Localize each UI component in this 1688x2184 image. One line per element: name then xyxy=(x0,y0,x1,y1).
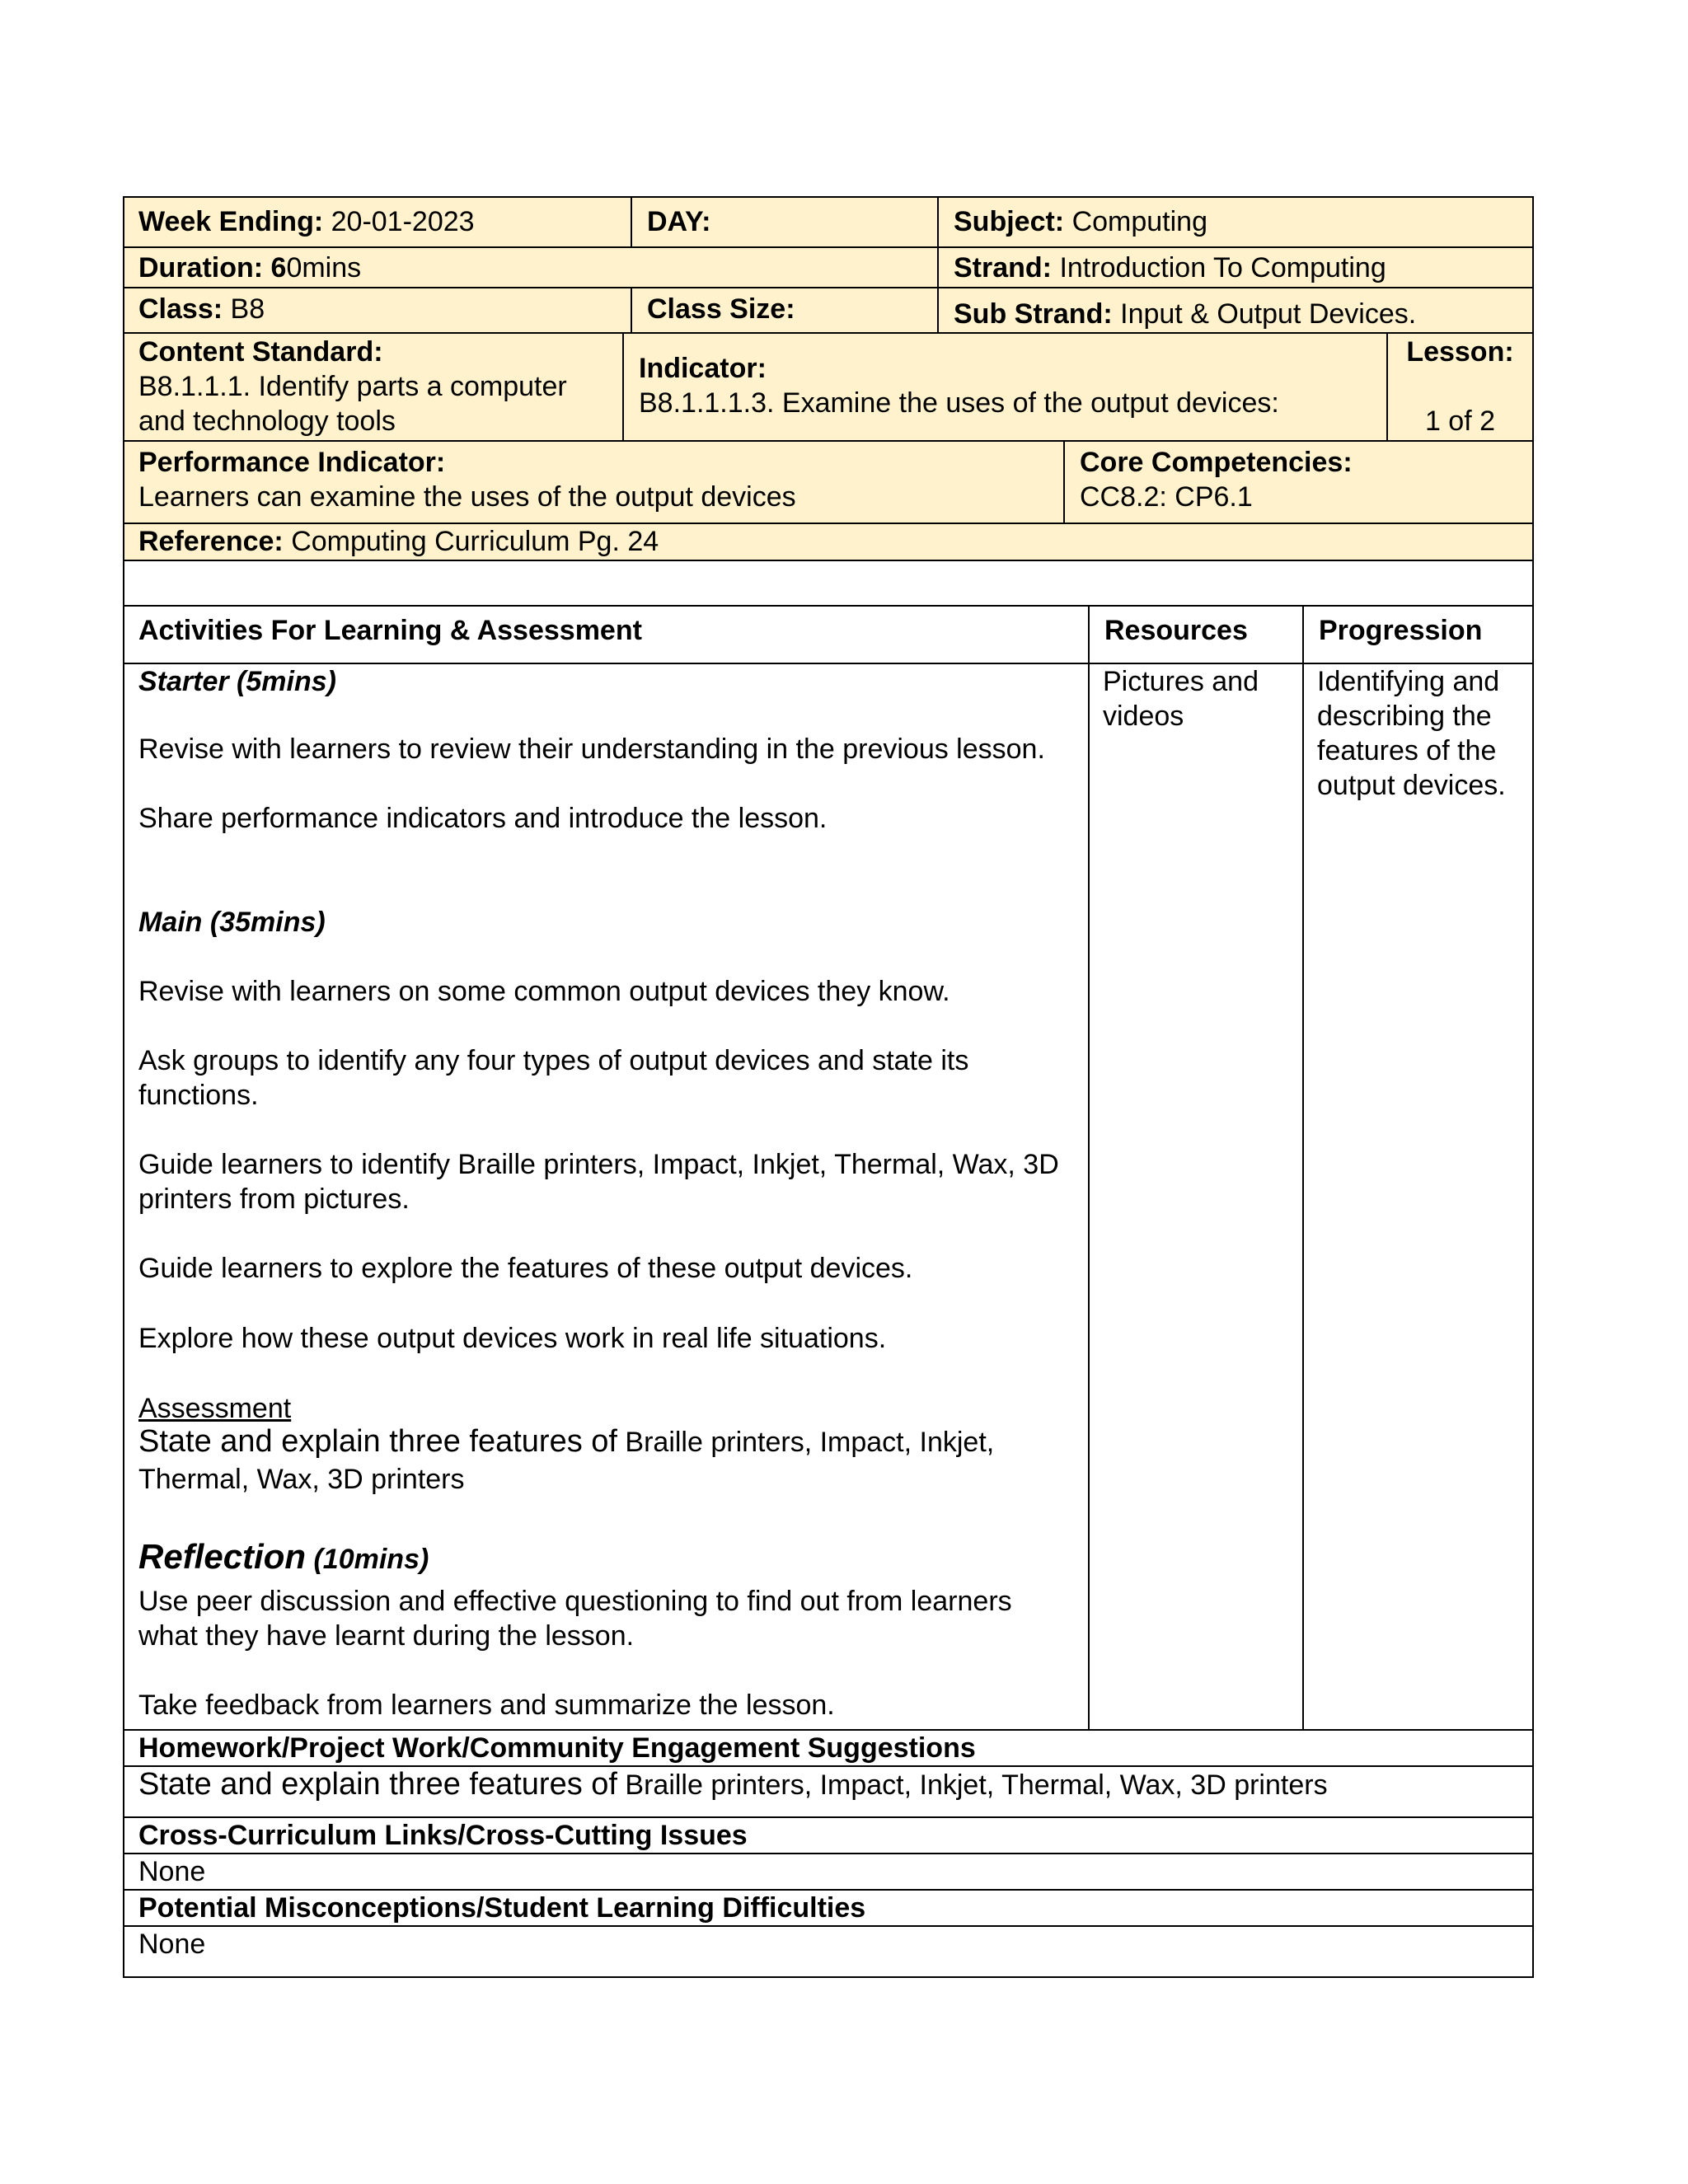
progression-line-4: output devices. xyxy=(1317,770,1506,801)
grid-line xyxy=(123,663,1534,664)
class-cell xyxy=(124,288,631,333)
progression-body xyxy=(1317,664,1531,1727)
day-cell xyxy=(632,198,937,247)
main-line-5: Explore how these output devices work in real life situations. xyxy=(138,1323,887,1354)
reflection-time: (10mins) xyxy=(313,1544,429,1575)
indicator-value: B8.1.1.1.3. Examine the uses of the output devices: xyxy=(639,387,1279,419)
week-ending-value: 20-01-2023 xyxy=(331,206,475,237)
starter-line-2: Share performance indicators and introduce the lesson. xyxy=(138,803,828,834)
core-competencies-label: Core Competencies: xyxy=(1080,447,1353,478)
lesson-value: 1 of 2 xyxy=(1424,405,1496,437)
performance-indicator-label: Performance Indicator: xyxy=(138,447,446,478)
assessment-line-1c: Thermal, Wax, 3D printers xyxy=(138,1464,465,1495)
grid-line xyxy=(1386,332,1388,441)
assessment-line-1 xyxy=(138,1424,994,1460)
duration-cell xyxy=(124,247,935,288)
grid-line xyxy=(123,287,1534,288)
progression-line-3: features of the xyxy=(1317,735,1497,766)
strand-value: Introduction To Computing xyxy=(1059,252,1386,284)
homework-value-a: State and explain three features of xyxy=(138,1767,617,1802)
main-line-2b: functions. xyxy=(138,1080,259,1111)
subject-label: Subject: xyxy=(954,206,1065,237)
resources-line-1: Pictures and xyxy=(1103,666,1259,697)
progression-column-label: Progression xyxy=(1319,615,1483,646)
cross-heading-cell xyxy=(124,1818,1533,1854)
grid-line xyxy=(123,1889,1534,1891)
misconceptions-heading-cell xyxy=(124,1891,1533,1927)
main-line-1: Revise with learners on some common output devices they know. xyxy=(138,976,950,1007)
subject-value: Computing xyxy=(1071,206,1207,237)
progression-line-1: Identifying and xyxy=(1317,666,1500,697)
grid-line xyxy=(1532,196,1534,1978)
grid-line xyxy=(631,287,632,333)
grid-line xyxy=(123,560,1534,561)
performance-indicator-cell xyxy=(124,442,1063,524)
grid-line xyxy=(123,196,124,1978)
grid-line xyxy=(937,196,939,333)
grid-line xyxy=(123,605,1534,607)
grid-line xyxy=(123,1765,1534,1767)
core-competencies-cell xyxy=(1065,442,1532,524)
indicator-cell xyxy=(624,333,1386,440)
assessment-heading: Assessment xyxy=(138,1393,292,1424)
assessment-line-1a: State and explain three features of xyxy=(138,1424,617,1459)
activities-body xyxy=(138,664,1086,1727)
grid-line xyxy=(1063,440,1065,523)
sub-strand-cell xyxy=(939,288,1532,333)
reflection-line-2: Take feedback from learners and summarize the lesson. xyxy=(138,1690,835,1721)
grid-line xyxy=(123,1976,1534,1978)
sub-strand-label: Sub Strand: xyxy=(954,298,1113,330)
grid-line xyxy=(123,1853,1534,1854)
grid-line xyxy=(123,196,1534,198)
day-label: DAY: xyxy=(647,206,711,237)
resources-column-header xyxy=(1090,607,1302,664)
grid-line xyxy=(123,440,1534,442)
grid-line xyxy=(123,1816,1534,1818)
grid-line xyxy=(1088,605,1090,1730)
main-line-4: Guide learners to explore the features of these output devices. xyxy=(138,1253,913,1284)
homework-value-cell xyxy=(124,1767,1533,1816)
grid-line xyxy=(1302,605,1304,1730)
strand-cell xyxy=(939,247,1532,288)
strand-label: Strand: xyxy=(954,252,1052,284)
activities-column-header xyxy=(124,607,1088,664)
duration-label: Duration: 6 xyxy=(138,252,287,284)
reflection-heading: Reflection xyxy=(138,1537,307,1576)
grid-line xyxy=(622,332,624,441)
core-competencies-value: CC8.2: CP6.1 xyxy=(1080,481,1253,513)
week-ending-cell xyxy=(124,198,631,247)
reference-label: Reference: xyxy=(138,526,284,557)
content-standard-line-1: B8.1.1.1. Identify parts a computer xyxy=(138,371,567,402)
activities-column-label: Activities For Learning & Assessment xyxy=(138,615,642,646)
cross-value: None xyxy=(138,1856,206,1887)
misconceptions-value-cell xyxy=(124,1927,1533,1976)
assessment-line-1b: Braille printers, Impact, Inkjet, xyxy=(625,1427,995,1458)
grid-line xyxy=(123,246,1534,248)
content-standard-line-2: and technology tools xyxy=(138,405,396,437)
grid-line xyxy=(123,1729,1534,1731)
duration-value: 0mins xyxy=(286,252,362,284)
misconceptions-heading: Potential Misconceptions/Student Learning Difficulties xyxy=(138,1892,866,1924)
content-standard-cell xyxy=(124,333,622,440)
class-size-label: Class Size: xyxy=(647,293,795,325)
homework-heading-cell xyxy=(124,1731,1533,1767)
reflection-line-1a: Use peer discussion and effective questioning to find out from learners xyxy=(138,1586,1012,1617)
starter-heading: Starter (5mins) xyxy=(138,666,336,697)
class-label: Class: xyxy=(138,293,223,325)
resources-column-label: Resources xyxy=(1104,615,1248,646)
class-value: B8 xyxy=(230,293,265,325)
reflection-heading-line xyxy=(138,1537,429,1577)
week-ending-label: Week Ending: xyxy=(138,206,324,237)
subject-cell xyxy=(939,198,1532,247)
reference-value: Computing Curriculum Pg. 24 xyxy=(291,526,659,557)
grid-line xyxy=(123,332,1534,334)
resources-body xyxy=(1103,664,1301,1727)
grid-line xyxy=(631,196,632,247)
main-line-2a: Ask groups to identify any four types of output devices and state its xyxy=(138,1045,969,1076)
sub-strand-value: Input & Output Devices. xyxy=(1120,298,1417,330)
class-size-cell xyxy=(632,288,937,333)
progression-line-2: describing the xyxy=(1317,701,1492,732)
cross-heading: Cross-Curriculum Links/Cross-Cutting Issues xyxy=(138,1820,748,1851)
grid-line xyxy=(123,1925,1534,1927)
main-heading: Main (35mins) xyxy=(138,907,326,938)
homework-value-b: Braille printers, Impact, Inkjet, Thermal, Wax, 3D printers xyxy=(625,1769,1328,1801)
cross-value-cell xyxy=(124,1854,1533,1891)
main-line-3b: printers from pictures. xyxy=(138,1183,410,1215)
main-line-3a: Guide learners to identify Braille printers, Impact, Inkjet, Thermal, Wax, 3D xyxy=(138,1149,1059,1180)
lesson-cell xyxy=(1388,333,1532,440)
resources-line-2: videos xyxy=(1103,701,1184,732)
indicator-label: Indicator: xyxy=(639,353,767,384)
progression-column-header xyxy=(1304,607,1532,664)
grid-line xyxy=(123,523,1534,524)
lesson-label: Lesson: xyxy=(1406,336,1514,368)
performance-indicator-value: Learners can examine the uses of the output devices xyxy=(138,481,796,513)
misconceptions-value: None xyxy=(138,1929,206,1960)
starter-line-1: Revise with learners to review their understanding in the previous lesson. xyxy=(138,733,1045,765)
reflection-line-1b: what they have learnt during the lesson. xyxy=(138,1620,635,1652)
reference-cell xyxy=(124,524,1533,560)
homework-heading: Homework/Project Work/Community Engagement Suggestions xyxy=(138,1732,976,1764)
content-standard-label: Content Standard: xyxy=(138,336,383,368)
